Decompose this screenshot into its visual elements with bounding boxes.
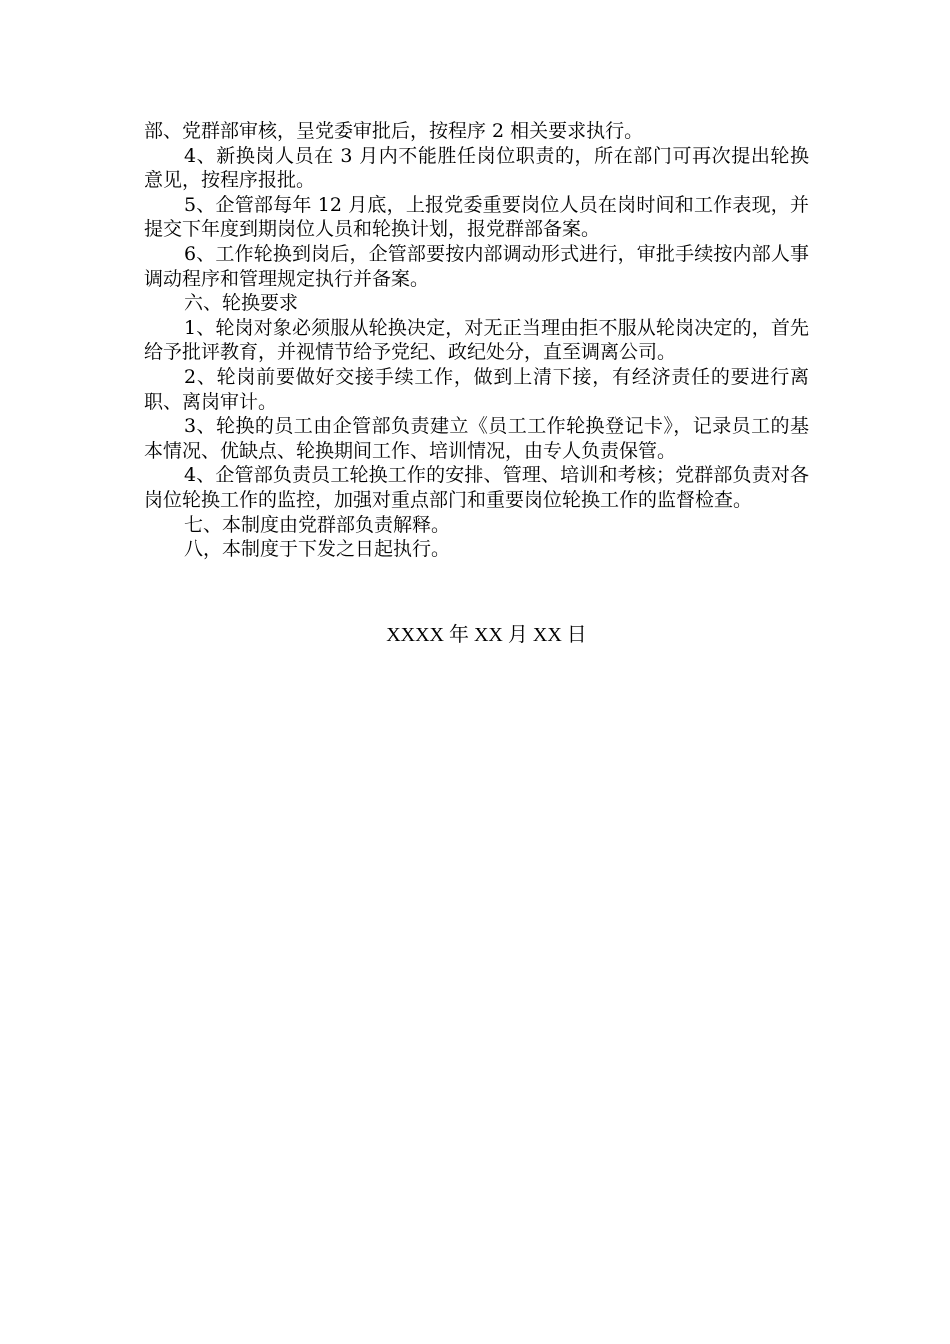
section-seven-interpretation: 七、本制度由党群部负责解释。	[184, 513, 451, 536]
section-eight-effective-date: 八，本制度于下发之日起执行。	[184, 538, 451, 561]
paragraph-item-6-transfer-procedure: 6、工作轮换到岗后，企管部要按内部调动形式进行，审批手续按内部人事调动程序和管理规定执行并备案。	[144, 242, 809, 290]
paragraph-item-4-reassessment: 4、新换岗人员在 3 月内不能胜任岗位职责的，所在部门可再次提出轮换意见，按程序报批。	[144, 144, 809, 192]
paragraph-item-5-annual-report: 5、企管部每年 12 月底，上报党委重要岗位人员在岗时间和工作表现，并提交下年度到期岗位人员和轮换计划，报党群部备案。	[144, 193, 809, 241]
paragraph-requirement-2-handover: 2、轮岗前要做好交接手续工作，做到上清下接，有经济责任的要进行离职、离岗审计。	[144, 365, 809, 413]
section-heading-rotation-requirements: 六、轮换要求	[184, 292, 299, 315]
paragraph-requirement-1-obey: 1、轮岗对象必须服从轮换决定，对无正当理由拒不服从轮岗决定的，首先给予批评教育，并视情节给予党纪、政纪处分，直至调离公司。	[144, 316, 809, 364]
paragraph-continuation: 部、党群部审核，呈党委审批后，按程序 2 相关要求执行。	[144, 120, 644, 142]
paragraph-requirement-3-registration-card: 3、轮换的员工由企管部负责建立《员工工作轮换登记卡》，记录员工的基本情况、优缺点、轮换期间工作、培训情况，由专人负责保管。	[144, 415, 809, 462]
document-body	[144, 119, 809, 562]
date-line: XXXX 年 XX 月 XX 日	[386, 624, 587, 646]
paragraph-requirement-4-supervision: 4、企管部负责员工轮换工作的安排、管理、培训和考核；党群部负责对各岗位轮换工作的监控，加强对重点部门和重要岗位轮换工作的监督检查。	[144, 464, 809, 511]
